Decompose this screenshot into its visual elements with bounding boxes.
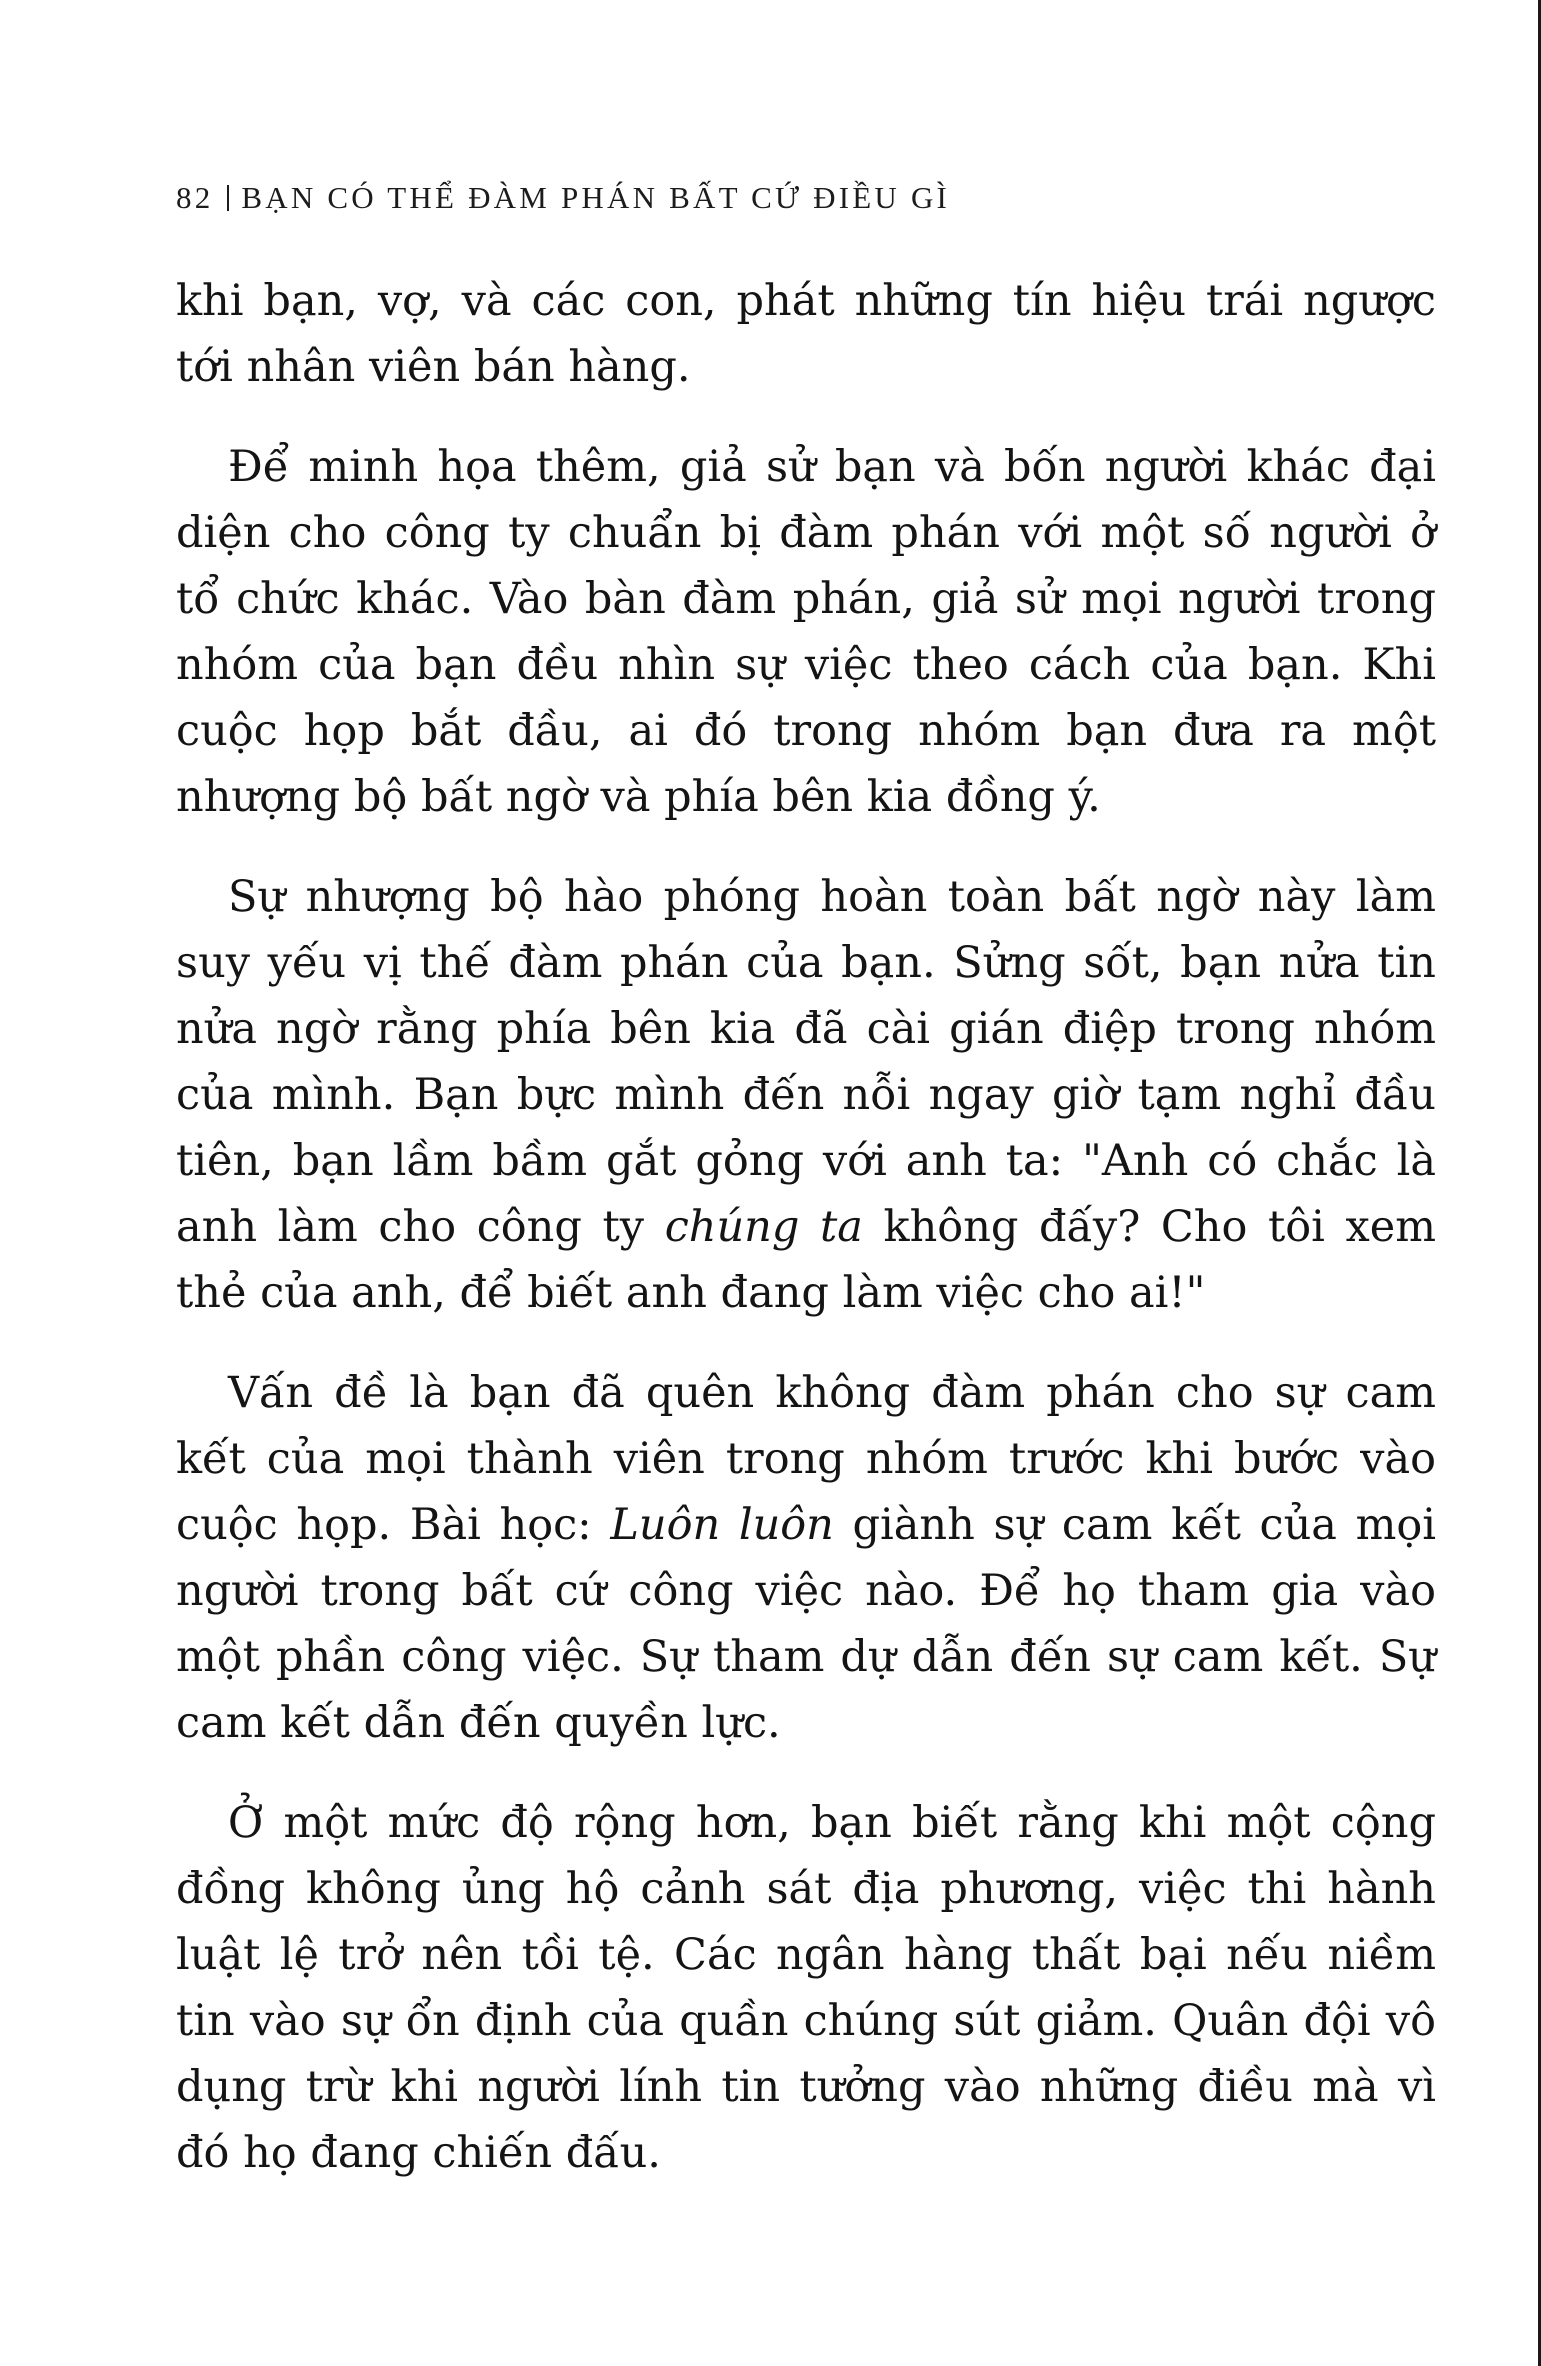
- header-divider: [227, 185, 229, 211]
- emphasis-text: Luôn luôn: [610, 1500, 834, 1550]
- paragraph-text: Vấn đề là bạn đã quên không đàm phán cho sự cam kết của mọi thành viên trong nhóm trước khi bước vào cuộc họp. Bài học:: [176, 1368, 1436, 1550]
- emphasis-text: chúng ta: [664, 1202, 863, 1252]
- paragraph-text: Sự nhượng bộ hào phóng hoàn toàn bất ngờ này làm suy yếu vị thế đàm phán của bạn. Sửng sốt, bạn nửa tin nửa ngờ rằng phía bên kia đã cài gián điệp trong nhóm của mình. Bạn bực mình đến nỗi ngay giờ tạm nghỉ đầu tiên, bạn lầm bầm gắt gỏng với anh ta: "Anh có chắc là anh làm cho công ty: [176, 872, 1436, 1252]
- paragraph-continued: khi bạn, vợ, và các con, phát những tín hiệu trái ngược tới nhân viên bán hàng.: [176, 276, 1436, 392]
- paragraph-text: không đấy? Cho tôi xem thẻ của anh, để biết anh đang làm việc cho ai!": [176, 1202, 1436, 1318]
- book-title: BẠN CÓ THỂ ĐÀM PHÁN BẤT CỨ ĐIỀU GÌ: [241, 180, 951, 215]
- paragraph-text: giành sự cam kết của mọi người trong bất cứ công việc nào. Để họ tham gia vào một phần công việc. Sự tham dự dẫn đến sự cam kết. Sự cam kết dẫn đến quyền lực.: [176, 1500, 1437, 1748]
- paragraph-concession: [176, 864, 1436, 1326]
- page-number: 82: [176, 180, 214, 215]
- page-body: [176, 268, 1436, 2186]
- paragraph-illustration: Để minh họa thêm, giả sử bạn và bốn người khác đại diện cho công ty chuẩn bị đàm phán với một số người ở tổ chức khác. Vào bàn đàm phán, giả sử mọi người trong nhóm của bạn đều nhìn sự việc theo cách của bạn. Khi cuộc họp bắt đầu, ai đó trong nhóm bạn đưa ra một nhượng bộ bất ngờ và phía bên kia đồng ý.: [176, 442, 1436, 822]
- paragraph-lesson: [176, 1360, 1436, 1756]
- running-header: [176, 180, 950, 216]
- paragraph-broader: Ở một mức độ rộng hơn, bạn biết rằng khi một cộng đồng không ủng hộ cảnh sát địa phương, việc thi hành luật lệ trở nên tồi tệ. Các ngân hàng thất bại nếu niềm tin vào sự ổn định của quần chúng sút giảm. Quân đội vô dụng trừ khi người lính tin tưởng vào những điều mà vì đó họ đang chiến đấu.: [176, 1798, 1436, 2178]
